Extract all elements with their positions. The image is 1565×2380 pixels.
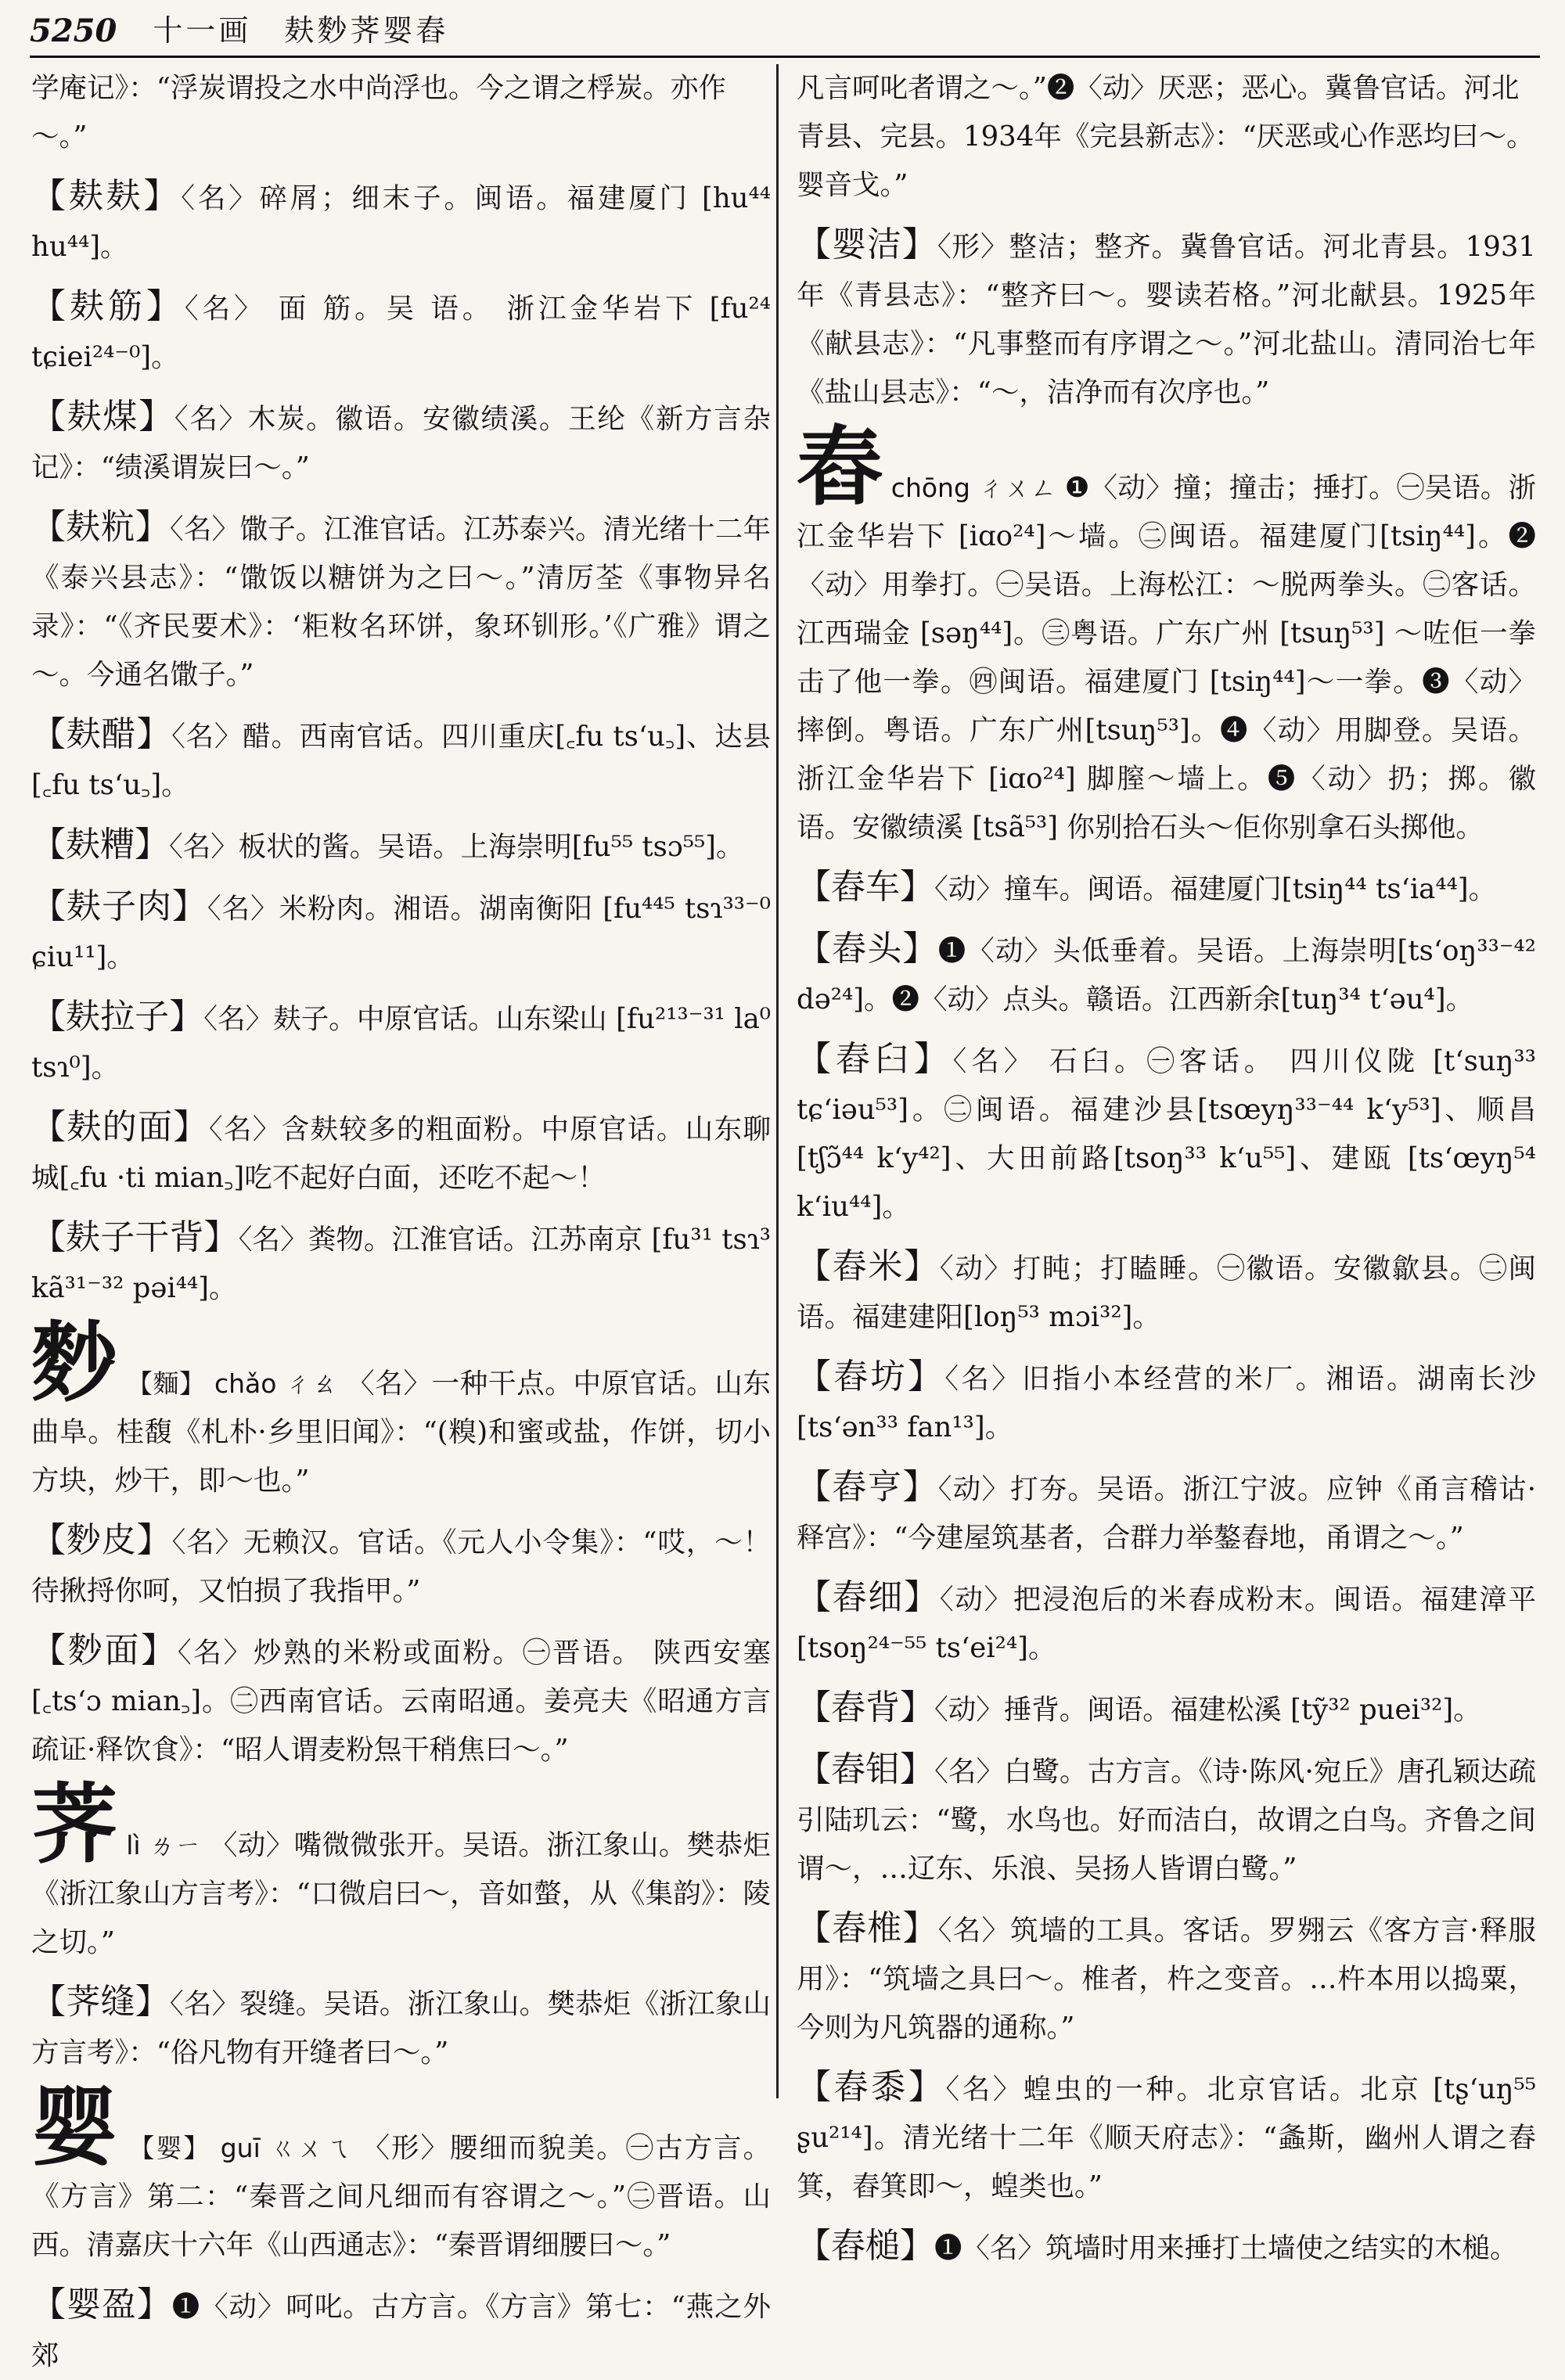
entry-definition: 〈名〉旧指小本经营的米厂。湘语。湖南长沙 [ts‘ən³³ fan¹³]。 (797, 1363, 1536, 1443)
right-column (797, 64, 1537, 2266)
entry-headword: 【麸麸】 (31, 176, 182, 216)
entry-headword: 【麸拉子】 (31, 997, 204, 1037)
dictionary-entry (31, 172, 771, 271)
dictionary-entry (31, 393, 771, 492)
entry-headword: 【麸的面】 (31, 1107, 209, 1147)
entry-headword: 【舂黍】 (797, 2067, 946, 2107)
dictionary-entry (797, 1573, 1536, 1673)
entry-definition: 〈名〉白鹭。古方言。《诗·陈风·宛丘》唐孔颖达疏引陆玑云：“鹭，水鸟也。好而洁白，故谓之白鸟。齐鲁之间谓～，…辽东、乐浪、吴扬人皆谓白鹭。” (797, 1756, 1536, 1885)
entry-definition: 〈名〉醋。西南官话。四川重庆[꜀fu ts‘u꜆]、达县 [꜀fu ts‘u꜆]。 (31, 721, 772, 801)
entry-definition: 〈名〉炒熟的米粉或面粉。㊀晋语。 陕西安塞[꜀ts‘ɔ mian꜆]。㊁西南官话。云南昭通。姜亮夫《昭通方言疏证·释饮食》：“昭人谓麦粉炰干稍焦曰～。” (31, 1637, 772, 1766)
entry-headword: 【麸糟】 (31, 825, 169, 865)
dictionary-entry (31, 710, 771, 810)
dictionary-entry (797, 1463, 1536, 1562)
page-header (30, 8, 1540, 58)
entry-headword: 【荠缝】 (31, 1982, 170, 2022)
column-divider (776, 64, 779, 2098)
entry-headword: 【麸子肉】 (31, 886, 207, 926)
entry-headword: 【舂头】 (797, 929, 938, 969)
entry-headword: 麨 (31, 1312, 118, 1413)
dictionary-entry (797, 2063, 1536, 2211)
entry-definition: 〈名〉 面 筋。吴 语。 浙江金华岩下 [fu²⁴ tɕiei²⁴⁻⁰]。 (31, 293, 771, 373)
entry-headword: 【舂亨】 (797, 1467, 938, 1507)
dictionary-entry (31, 1213, 771, 1313)
entry-definition: 〈动〉打盹；打瞌睡。㊀徽语。安徽歙县。㊁闽语。福建建阳[loŋ⁵³ mɔi³²]。 (797, 1253, 1536, 1333)
entry-definition: ❶〈动〉撞；撞击；捶打。㊀吴语。浙江金华岩下 [iɑo²⁴]～墙。㊁闽语。福建厦门[tsiŋ⁴⁴]。❷〈动〉用拳打。㊀吴语。上海松江：～脱两拳头。㊁客话。江西瑞金 [səŋ⁴⁴]。㊂粤语。广东广州 [tsuŋ⁵³] ～咗佢一拳击了他一拳。㊃闽语。福建厦门 [tsiŋ⁴⁴]～一拳。❸〈动〉摔倒。粤语。广东广州[tsuŋ⁵³]。❹〈动〉用脚登。吴语。浙江金华岩下 [iɑo²⁴] 脚膣～墙上。❺〈动〉扔；掷。徽语。安徽绩溪 [tsã⁵³] 你别拾石头～佢你别拿石头掷他。 (797, 472, 1536, 843)
running-title: 十一画 麸麨荠婴舂 (153, 13, 449, 48)
entry-definition: 〈形〉腰细而貌美。㊀古方言。《方言》第二：“秦晋之间凡细而有容谓之～。”㊁晋语。山西。清嘉庆十六年《山西通志》：“秦晋谓细腰曰～。” (31, 2132, 771, 2261)
page-number: 5250 (30, 13, 117, 49)
entry-headword: 婴 (31, 2076, 119, 2177)
entry-definition: 〈名〉一种干点。中原官话。山东曲阜。桂馥《札朴·乡里旧闻》：“(糗)和蜜或盐，作饼，切小方块，炒干，即～也。” (31, 1368, 771, 1497)
dictionary-entry (797, 863, 1536, 914)
dictionary-entry (797, 221, 1536, 417)
entry-definition: 〈动〉把浸泡后的米舂成粉末。闽语。福建漳平 [tsoŋ²⁴⁻⁵⁵ ts‘ei²⁴]。 (797, 1584, 1536, 1664)
dictionary-entry (797, 925, 1536, 1024)
dictionary-entry (797, 2222, 1536, 2273)
dictionary-entry (31, 64, 771, 161)
entry-pronunciation: 【麵】 chǎo ㄔㄠ (117, 1368, 347, 1399)
entry-definition: 〈名〉蝗虫的一种。北京官话。北京 [tʂ‘uŋ⁵⁵ ʂu²¹⁴]。清光绪十二年《顺天府志》：“螽斯，幽州人谓之舂箕，舂箕即～，蝗类也。” (797, 2073, 1537, 2202)
entry-definition: 〈名〉粪物。江淮官话。江苏南京 [fu³¹ tsɿ³ kã³¹⁻³² pəi⁴⁴]。 (31, 1224, 772, 1304)
dictionary-entry (31, 2076, 771, 2270)
entry-definition: ❶〈动〉头低垂着。吴语。上海崇明[ts‘oŋ³³⁻⁴² də²⁴]。❷〈动〉点头。赣语。江西新余[tuŋ³⁴ t‘əu⁴]。 (797, 935, 1536, 1016)
entry-headword: 【麸粇】 (31, 507, 170, 547)
entry-headword: 【舂椎】 (797, 1908, 938, 1948)
entry-headword: 【婴洁】 (797, 225, 937, 264)
entry-headword: 【舂槌】 (797, 2226, 934, 2266)
entry-headword: 【麸子干背】 (31, 1217, 239, 1257)
dictionary-entry (797, 1684, 1536, 1735)
entry-headword: 【麸醋】 (31, 714, 172, 754)
entry-pronunciation: chōng ㄔㄨㄥ (883, 473, 1065, 503)
entry-definition: 〈名〉木炭。徽语。安徽绩溪。王纶《新方言杂记》：“绩溪谓炭曰～。” (31, 403, 771, 484)
entry-headword: 【舂臼】 (797, 1039, 953, 1079)
entry-headword: 【麸筋】 (31, 286, 185, 326)
entry-definition: 〈名〉板状的酱。吴语。上海崇明[fu⁵⁵ tsɔ⁵⁵]。 (169, 831, 744, 863)
dictionary-entry (31, 883, 771, 982)
entry-headword: 荠 (31, 1774, 118, 1875)
entry-headword: 【舂米】 (797, 1246, 940, 1286)
entry-definition: 〈名〉含麸较多的粗面粉。中原官话。山东聊城[꜀fu ·ti mian꜆]吃不起好白面，还吃不起～！ (31, 1113, 771, 1194)
entry-definition: 〈动〉撞车。闽语。福建厦门[tsiŋ⁴⁴ ts‘ia⁴⁴]。 (934, 873, 1497, 905)
entry-headword: 【麨皮】 (31, 1520, 172, 1560)
entry-definition: 〈动〉打夯。吴语。浙江宁波。应钟《甬言稽诂·释宫》：“今建屋筑基者，合群力举鏊舂地，甬谓之～。” (797, 1473, 1536, 1554)
dictionary-entry (797, 1242, 1536, 1342)
dictionary-entry (31, 503, 771, 699)
entry-headword: 【舂钼】 (797, 1749, 935, 1789)
entry-headword: 【舂坊】 (797, 1357, 945, 1397)
entry-definition: 〈名〉碎屑；细末子。闽语。福建厦门 [hu⁴⁴ hu⁴⁴]。 (31, 182, 772, 263)
entry-definition: ❶〈动〉呵叱。古方言。《方言》第七：“燕之外郊 (31, 2291, 772, 2371)
dictionary-entry (31, 1978, 771, 2077)
entry-headword: 【麸煤】 (31, 397, 174, 437)
dictionary-entry (31, 282, 771, 382)
entry-headword: 【舂细】 (797, 1577, 940, 1617)
entry-definition: 〈名〉裂缝。吴语。浙江象山。樊恭炬《浙江象山方言考》：“俗凡物有开缝者曰～。” (31, 1988, 771, 2069)
entry-definition: 〈名〉馓子。江淮官话。江苏泰兴。清光绪十二年《泰兴县志》：“馓饭以糖饼为之曰～。”清厉荃《事物异名录》：“《齐民要术》：‘粔籹名环饼，象环钏形。’《广雅》谓之～。今通名馓子。” (31, 513, 771, 691)
dictionary-entry (31, 993, 771, 1092)
entry-headword: 【婴盈】 (31, 2285, 172, 2324)
entry-definition: 〈名〉米粉肉。湘语。湖南衡阳 [fu⁴⁴⁵ tsɿ³³⁻⁰ ɕiu¹¹]。 (31, 893, 771, 973)
dictionary-entry (797, 1353, 1536, 1452)
dictionary-entry (797, 64, 1536, 210)
entry-definition: 〈形〉整洁；整齐。冀鲁官话。河北青县。1931年《青县志》：“整齐曰～。婴读若格。”河北献县。1925年《献县志》：“凡事整而有序谓之～。”河北盐山。清同治七年《盐山县志》：“～，洁净而有次序也。” (797, 231, 1536, 408)
dictionary-entry (797, 1904, 1536, 2052)
dictionary-entry (31, 1312, 771, 1505)
entry-definition: 凡言呵叱者谓之～。”❷〈动〉厌恶；恶心。冀鲁官话。河北青县、完县。1934年《完县新志》：“厌恶或心作恶均曰～。婴音戈。” (797, 72, 1534, 201)
dictionary-entry (31, 2281, 771, 2380)
entry-definition: 〈名〉无赖汉。官话。《元人小令集》：“哎，～！待揪捋你呵，又怕损了我指甲。” (31, 1526, 772, 1607)
entry-headword: 舂 (797, 416, 883, 517)
left-column (31, 64, 772, 2371)
entry-pronunciation: lì ㄌㄧ (117, 1830, 210, 1860)
dictionary-entry (797, 1745, 1536, 1893)
entry-definition: 〈动〉捶背。闽语。福建松溪 [tỹ³² puei³²]。 (934, 1694, 1481, 1726)
dictionary-entry (31, 1627, 771, 1774)
dictionary-entry (31, 1103, 771, 1203)
entry-definition: 〈名〉麸子。中原官话。山东梁山 [fu²¹³⁻³¹ la⁰ tsɿ⁰]。 (31, 1003, 772, 1084)
entry-definition: 学庵记》：“浮炭谓投之水中尚浮也。今之谓之桴炭。亦作～。” (31, 72, 726, 153)
entry-pronunciation: 【婴】 guī ㄍㄨㄟ (118, 2133, 362, 2163)
entry-definition: 〈名〉筑墙的工具。客话。罗翙云《客方言·释服用》：“筑墙之具曰～。椎者，杵之变音。…杵本用以捣粟，今则为凡筑器的通称。” (797, 1914, 1536, 2044)
dictionary-entry (31, 1774, 771, 1967)
entry-definition: ❶〈名〉筑墙时用来捶打土墙使之结实的木槌。 (934, 2232, 1518, 2264)
entry-definition: 〈动〉嘴微微张开。吴语。浙江象山。樊恭炬《浙江象山方言考》：“口微启曰～，音如螫，从《集韵》：陵之切。” (31, 1829, 771, 1958)
entry-headword: 【舂车】 (797, 867, 934, 907)
dictionary-entry (31, 1516, 771, 1616)
dictionary-entry (31, 821, 771, 872)
entry-definition: 〈名〉 石臼。㊀客话。 四川仪陇 [t‘suŋ³³ tɕ‘iəu⁵³]。㊁闽语。福建沙县[tsœyŋ³³⁻⁴⁴ k‘y⁵³]、顺昌[tʃɔ̃⁴⁴ k‘y⁴²]、大田前路[tsoŋ³³ k‘u⁵⁵]、建瓯 [ts‘œyŋ⁵⁴ k‘iu⁴⁴]。 (797, 1045, 1536, 1223)
entry-headword: 【舂背】 (797, 1688, 934, 1727)
dictionary-entry (797, 1035, 1536, 1231)
entry-headword: 【麨面】 (31, 1630, 178, 1670)
dictionary-entry (797, 416, 1536, 852)
